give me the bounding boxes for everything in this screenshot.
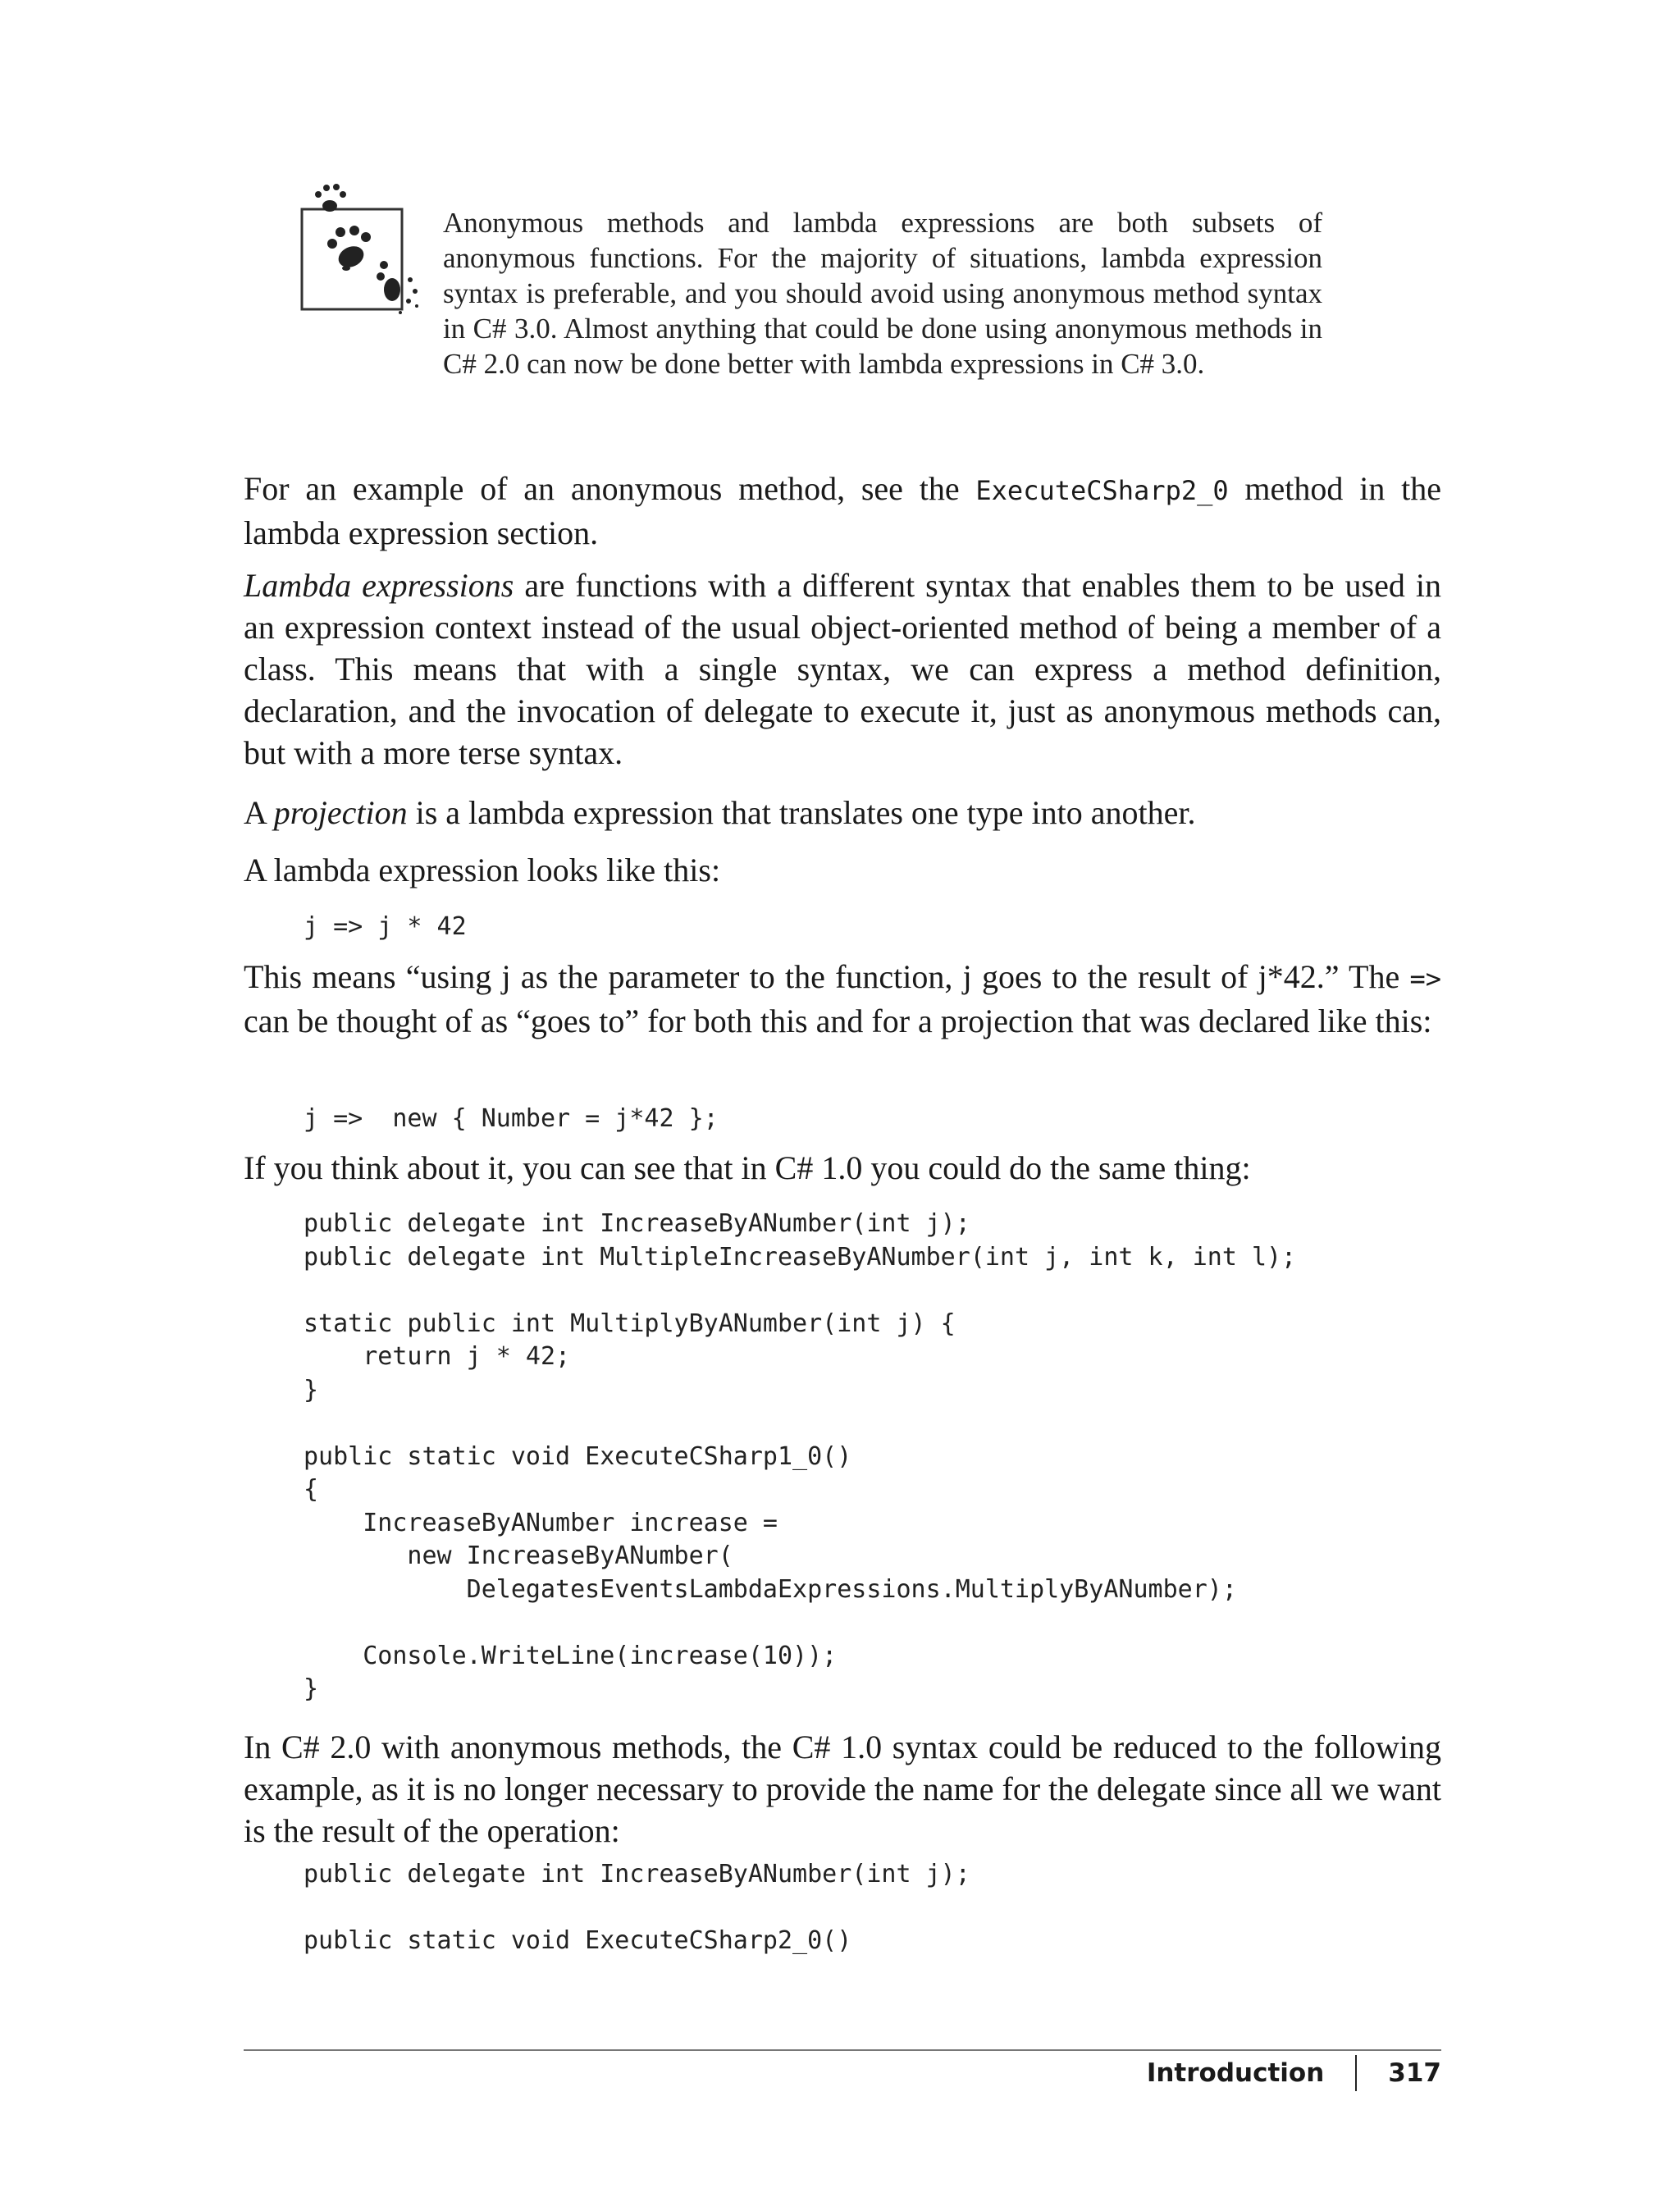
term-projection: projection bbox=[273, 794, 408, 831]
text: A lambda expression looks like this: bbox=[244, 852, 721, 888]
footer-rule bbox=[244, 2049, 1441, 2051]
paragraph-csharp1 bbox=[244, 1147, 1441, 1189]
text: For an example of an anonymous method, see the bbox=[244, 470, 976, 507]
tip-note-text: Anonymous methods and lambda expressions are both subsets of anonymous functions. For the majority of situations, lambda expression syntax is preferable, and you should avoid using anonymous method syntax in C# 3.0. Almost anything that could be done using anonymous methods in C# 2.0 can now be done better with lambda expressions in C# 3.0. bbox=[443, 207, 1322, 380]
text: can be thought of as “goes to” for both this and for a projection that was declared like this: bbox=[244, 1003, 1432, 1039]
code-block-csharp2: public delegate int IncreaseByANumber(int j); public static void ExecuteCSharp2_0() bbox=[304, 1860, 970, 1955]
page-number: 317 bbox=[1388, 2058, 1441, 2088]
text: method in the lambda expression section. bbox=[244, 470, 1441, 551]
paragraph-projection bbox=[244, 792, 1441, 834]
term-lambda-expressions: Lambda expressions bbox=[244, 567, 514, 604]
text: In C# 2.0 with anonymous methods, the C# 1.0 syntax could be reduced to the following example, as it is no longer necessary to provide the name for the delegate since all we want is the result of the operation: bbox=[244, 1729, 1441, 1849]
inline-code-executecsharp2: ExecuteCSharp2_0 bbox=[975, 475, 1229, 506]
code-block-lambda: j => j * 42 bbox=[304, 912, 467, 941]
code-block-csharp1: public delegate int IncreaseByANumber(int j); public delegate int MultipleIncreaseByANumber(int j, int k, int l); static public int MultiplyByANumber(int j) { return j * 42; } public static void ExecuteCSharp1_0() { IncreaseByANumber increase = new IncreaseByANumber( DelegatesEventsLambdaExpressions.MultiplyByANumber); Console.WriteLine(increase(10)); } bbox=[304, 1209, 1297, 1703]
text: This means “using j as the parameter to the function, j goes to the result of j*42.” The bbox=[244, 958, 1410, 995]
text: is a lambda expression that translates one type into another. bbox=[407, 794, 1196, 831]
paragraph-goes-to bbox=[244, 956, 1441, 1042]
paragraph-csharp2 bbox=[244, 1726, 1441, 1852]
text: are functions with a different syntax that enables them to be used in an expression context instead of the usual object-oriented method of being a member of a class. This means that with a single syntax, we can express a method definition, declaration, and the invocation of delegate to execute it, just as anonymous methods can, but with a more terse syntax. bbox=[244, 567, 1441, 771]
page-footer bbox=[1147, 2055, 1441, 2091]
paragraph-lambda-expressions bbox=[244, 564, 1441, 774]
inline-code-arrow: => bbox=[1409, 963, 1441, 994]
footer-separator bbox=[1355, 2055, 1357, 2091]
text: If you think about it, you can see that in C# 1.0 you could do the same thing: bbox=[244, 1149, 1251, 1186]
text: A bbox=[244, 794, 274, 831]
paragraph-anonymous-example bbox=[244, 468, 1441, 554]
tip-note bbox=[443, 205, 1322, 381]
footer-section-title: Introduction bbox=[1146, 2058, 1325, 2088]
paragraph-lambda-looks-like bbox=[244, 849, 1441, 891]
code-block-projection: j => new { Number = j*42 }; bbox=[304, 1104, 719, 1133]
raccoon-paw-prints-icon bbox=[295, 176, 427, 320]
